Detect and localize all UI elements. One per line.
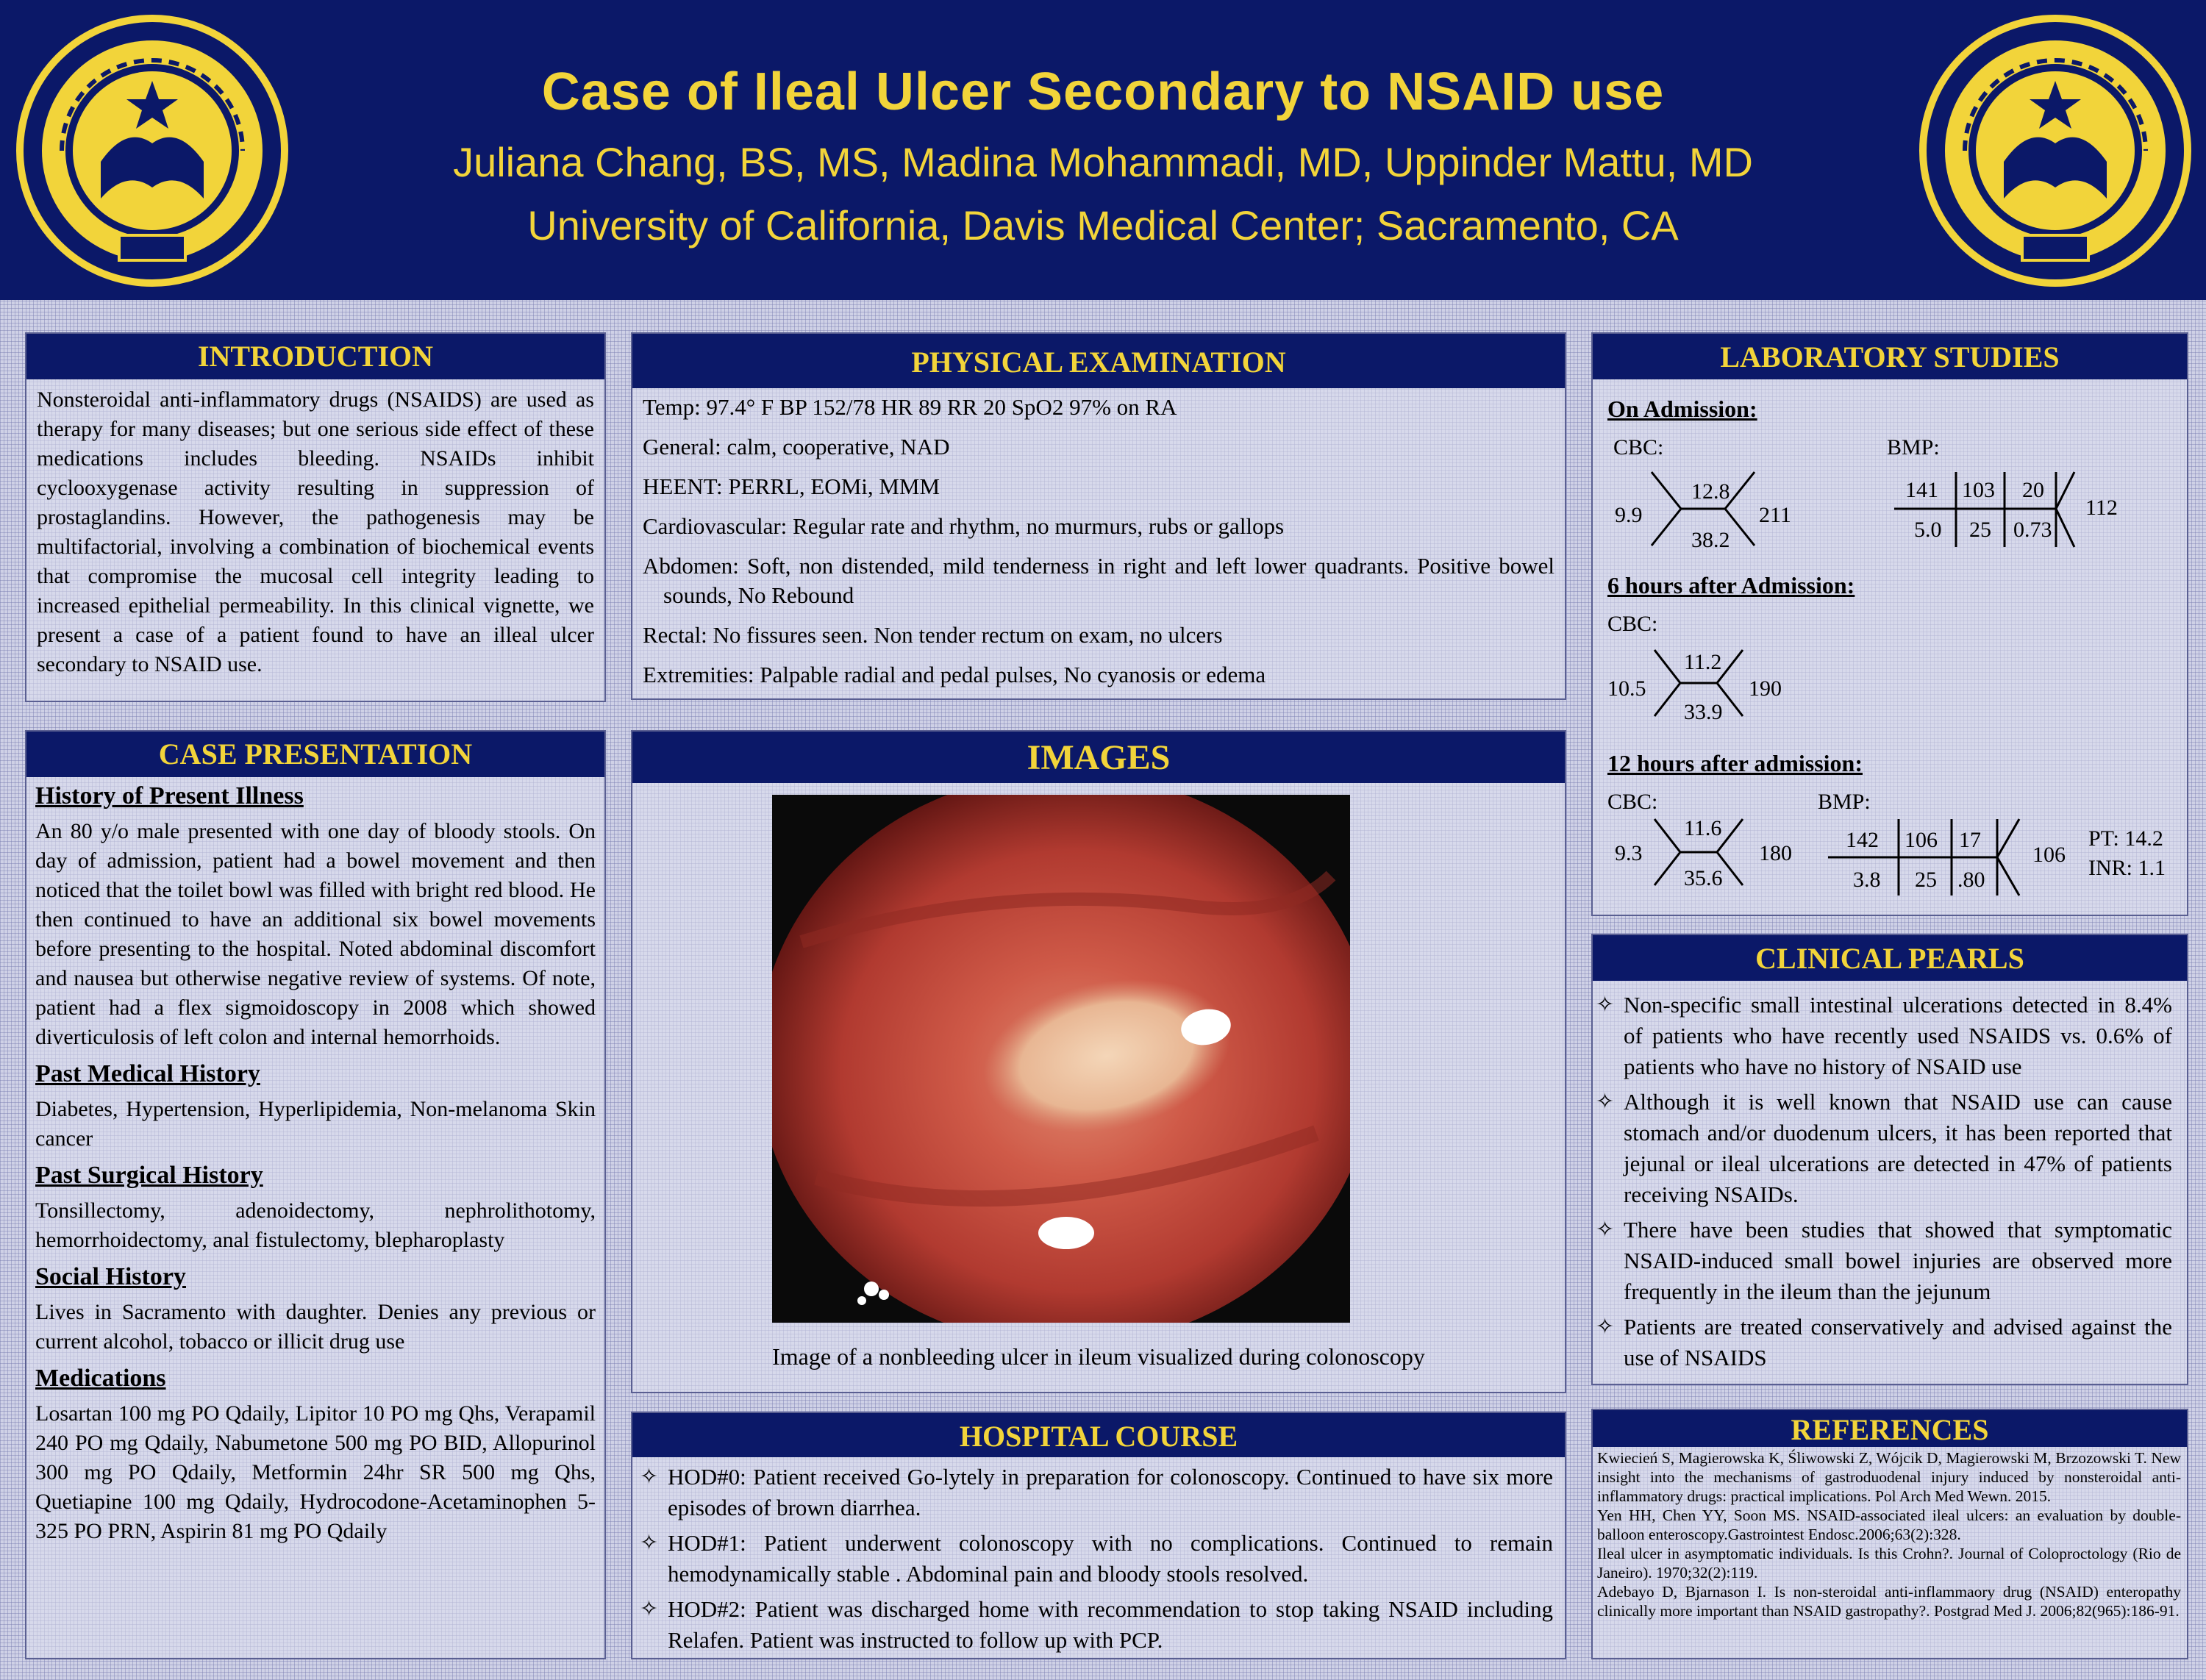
poster-header (0, 0, 2206, 300)
bmp-co2: 25 (1915, 868, 1937, 892)
diamond-bullet-icon: ✧ (1596, 1090, 1615, 1114)
social-history-title: Social History (35, 1263, 186, 1290)
cbc-hct: 38.2 (1691, 528, 1730, 552)
diamond-bullet-icon: ✧ (640, 1531, 659, 1555)
physical-exam-heading: PHYSICAL EXAMINATION (632, 334, 1565, 388)
reference-item: Ileal ulcer in asymptomatic individuals. Is this Crohn?. Journal of Coloproctology (Rio de Janeiro). 1970;32(2):119. (1597, 1545, 2181, 1581)
pearl-item: ✧ Patients are treated conservatively and advised against the use of NSAIDS (1596, 1312, 2172, 1373)
diamond-bullet-icon: ✧ (1596, 1315, 1615, 1339)
pearl-item: ✧ There have been studies that showed that symptomatic NSAID-induced small bowel injuries are observed more frequently in the ileum than the jejunum (1596, 1215, 2172, 1307)
case-presentation-heading: CASE PRESENTATION (26, 732, 604, 777)
references-panel (1591, 1409, 2188, 1659)
hospital-course-item: ✧ HOD#2: Patient was discharged home with recommendation to stop taking NSAID including Relafen. Patient was instructed to follow up with PCP. (640, 1594, 1553, 1656)
bmp-bun: 20 (2022, 478, 2044, 502)
hospital-course-item: ✧ HOD#0: Patient received Go-lytely in preparation for colonoscopy. Continued to have six more episodes of brown diarrhea. (640, 1462, 1553, 1523)
references-heading: REFERENCES (1593, 1410, 2187, 1447)
exam-abdomen: Abdomen: Soft, non distended, mild tenderness in right and left lower quadrants. Positive bowel sounds, No Rebound (643, 553, 1554, 608)
laboratory-panel (1591, 332, 2188, 916)
bmp-cr: .80 (1957, 868, 1985, 892)
lab-twelve-hours-title: 12 hours after admission: (1607, 750, 1863, 776)
physical-exam-body (643, 393, 1554, 690)
introduction-text: Nonsteroidal anti-inflammatory drugs (NSAIDS) are used as therapy for many diseases; but one serious side effect of these medications includes bleeding. NSAIDs inhibit cyclooxygenase activity resulting in suppression of prostaglandins. However, the pathogenesis may be multifactorial, involving a combination of biochemical events that compromise the mucosal cell integrity leading to increased epithelial permeability. In this clinical vignette, we present a case of a patient found to have an illeal ulcer secondary to NSAID use. (37, 387, 594, 676)
lab-cbc-label: CBC: (1613, 435, 1664, 460)
diamond-bullet-icon: ✧ (640, 1465, 659, 1489)
lab-six-hours-title: 6 hours after Admission: (1607, 572, 1855, 598)
bmp-na: 141 (1905, 478, 1938, 502)
cbc-wbc: 9.3 (1615, 841, 1643, 865)
bmp-na: 142 (1846, 828, 1879, 852)
poster-authors: Juliana Chang, BS, MS, Madina Mohammadi, MD, Uppinder Mattu, MD (453, 139, 1753, 185)
diamond-bullet-icon: ✧ (1596, 993, 1615, 1017)
exam-rectal: Rectal: No fissures seen. Non tender rectum on exam, no ulcers (643, 622, 1223, 648)
bmp-cl: 106 (1905, 828, 1938, 852)
cbc-plt: 180 (1759, 841, 1792, 865)
uc-davis-seal-logo (16, 15, 288, 287)
bmp-co2: 25 (1969, 518, 1991, 542)
hospital-course-list (640, 1462, 1553, 1660)
cbc-wbc: 10.5 (1607, 676, 1646, 701)
pearl-item: ✧ Although it is well known that NSAID use can cause stomach and/or duodenum ulcers, it has been reported that jejunal or ileal ulcerations are detected in 47% of patients receiving NSAIDs. (1596, 1087, 2172, 1210)
diamond-bullet-icon: ✧ (640, 1597, 659, 1621)
introduction-panel (25, 332, 606, 702)
medications-title: Medications (35, 1365, 166, 1392)
lab-bmp-label: BMP: (1887, 435, 1940, 460)
cbc-plt: 190 (1749, 676, 1782, 701)
pt-value: PT: 14.2 (2088, 826, 2163, 851)
laboratory-heading: LABORATORY STUDIES (1593, 334, 2187, 379)
lab-admission-title: On Admission: (1607, 396, 1757, 422)
image-caption: Image of a nonbleeding ulcer in ileum visualized during colonoscopy (772, 1343, 1425, 1370)
cbc-hgb: 11.6 (1684, 816, 1722, 840)
hospital-course-heading: HOSPITAL COURSE (632, 1413, 1565, 1457)
physical-exam-panel (631, 332, 1566, 700)
colonoscopy-image (772, 795, 1350, 1323)
cbc-hct: 35.6 (1684, 866, 1723, 890)
bmp-k: 3.8 (1853, 868, 1881, 892)
reference-item: Adebayo D, Bjarnason I. Is non-steroidal anti-inflammaory drug (NSAID) enteropathy clinically more important than NSAID gastropathy?. Postgrad Med J. 2006;82(965):186-91. (1597, 1583, 2181, 1620)
social-history-text: Lives in Sacramento with daughter. Denies any previous or current alcohol, tobacco or illicit drug use (35, 1300, 596, 1354)
exam-vitals: Temp: 97.4° F BP 152/78 HR 89 RR 20 SpO2 97% on RA (643, 394, 1177, 420)
medications-text: Losartan 100 mg PO Qdaily, Lipitor 10 PO mg Qhs, Verapamil 240 PO mg Qdaily, Nabumetone 500 mg PO BID, Allopurinol 300 mg PO Qdaily, Metformin 24hr SR 500 mg Qhs, Quetiapine 100 mg Qdaily, Hydrocodone-Acetaminophen 5-325 PO PRN, Aspirin 81 mg PO Qdaily (35, 1401, 596, 1543)
cbc-hgb: 12.8 (1691, 479, 1730, 504)
hpi-text: An 80 y/o male presented with one day of bloody stools. On day of admission, patient had a bowel movement and then noticed that the toilet bowl was filled with bright red blood. He then continued to have an additional six bowel movements before presenting to the hospital. Noted abdominal discomfort and nausea but otherwise negative review of systems. Of note, patient had a flex sigmoidoscopy in 2008 which showed diverticulosis of left colon and internal hemorrhoids. (35, 819, 596, 1049)
hpi-title: History of Present Illness (35, 782, 304, 809)
bmp-bun: 17 (1959, 828, 1981, 852)
cbc-plt: 211 (1759, 503, 1791, 527)
diamond-bullet-icon: ✧ (1596, 1218, 1615, 1242)
clinical-pearls-list (1596, 990, 2172, 1378)
references-list (1597, 1448, 2181, 1620)
pmh-title: Past Medical History (35, 1060, 260, 1087)
psh-title: Past Surgical History (35, 1162, 263, 1189)
lab-cbc-label: CBC: (1607, 790, 1658, 814)
poster-title: Case of Ileal Ulcer Secondary to NSAID use (541, 62, 1665, 121)
exam-general: General: calm, cooperative, NAD (643, 434, 950, 460)
lab-bmp-label: BMP: (1818, 790, 1871, 814)
hospital-course-panel (631, 1412, 1566, 1659)
bmp-cl: 103 (1962, 478, 1995, 502)
clinical-pearls-heading: CLINICAL PEARLS (1593, 935, 2187, 981)
hospital-course-item: ✧ HOD#1: Patient underwent colonoscopy with no complications. Continued to remain hemodynamically stable . Abdominal pain and bloody stools resolved. (640, 1528, 1553, 1590)
images-panel (631, 730, 1566, 1393)
cbc-hgb: 11.2 (1684, 650, 1722, 674)
bmp-glu: 106 (2032, 843, 2066, 867)
pearl-item: ✧ Non-specific small intestinal ulcerations detected in 8.4% of patients who have recently used NSAIDS vs. 0.6% of patients who have no history of NSAID use (1596, 990, 2172, 1082)
cbc-hct: 33.9 (1684, 700, 1723, 724)
bmp-k: 5.0 (1914, 518, 1942, 542)
bmp-glu: 112 (2085, 496, 2118, 520)
pmh-text: Diabetes, Hypertension, Hyperlipidemia, Non-melanoma Skin cancer (35, 1097, 596, 1151)
poster-affiliation: University of California, Davis Medical Center; Sacramento, CA (527, 202, 1679, 249)
reference-item: Yen HH, Chen YY, Soon MS. NSAID-associated ileal ulcers: an evaluation by double-balloon enteroscopy.Gastrointest Endosc.2006;63(2):328. (1597, 1506, 2181, 1543)
images-heading: IMAGES (632, 732, 1565, 783)
inr-value: INR: 1.1 (2088, 856, 2166, 880)
exam-heent: HEENT: PERRL, EOMi, MMM (643, 473, 940, 499)
bmp-cr: 0.73 (2013, 518, 2052, 542)
case-presentation-body (35, 782, 596, 1546)
reference-item: Kwiecień S, Magierowska K, Śliwowski Z, Wójcik D, Magierowski M, Brzozowski T. New insight into the mechanisms of gastroduodenal injury induced by nonsteroidal anti-inflammatory drugs: practical implications. Pol Arch Med Wewn. 2015. (1597, 1449, 2181, 1505)
psh-text: Tonsillectomy, adenoidectomy, nephrolithotomy, hemorrhoidectomy, anal fistulectomy, blepharoplasty (35, 1198, 596, 1252)
cbc-wbc: 9.9 (1615, 503, 1643, 527)
introduction-heading: INTRODUCTION (26, 334, 604, 379)
exam-extremities: Extremities: Palpable radial and pedal pulses, No cyanosis or edema (643, 662, 1266, 687)
lab-cbc-label: CBC: (1607, 612, 1658, 636)
exam-cardiovascular: Cardiovascular: Regular rate and rhythm, no murmurs, rubs or gallops (643, 513, 1285, 539)
clinical-pearls-panel (1591, 934, 2188, 1385)
uc-davis-seal-logo (1919, 15, 2191, 287)
case-presentation-panel (25, 730, 606, 1659)
